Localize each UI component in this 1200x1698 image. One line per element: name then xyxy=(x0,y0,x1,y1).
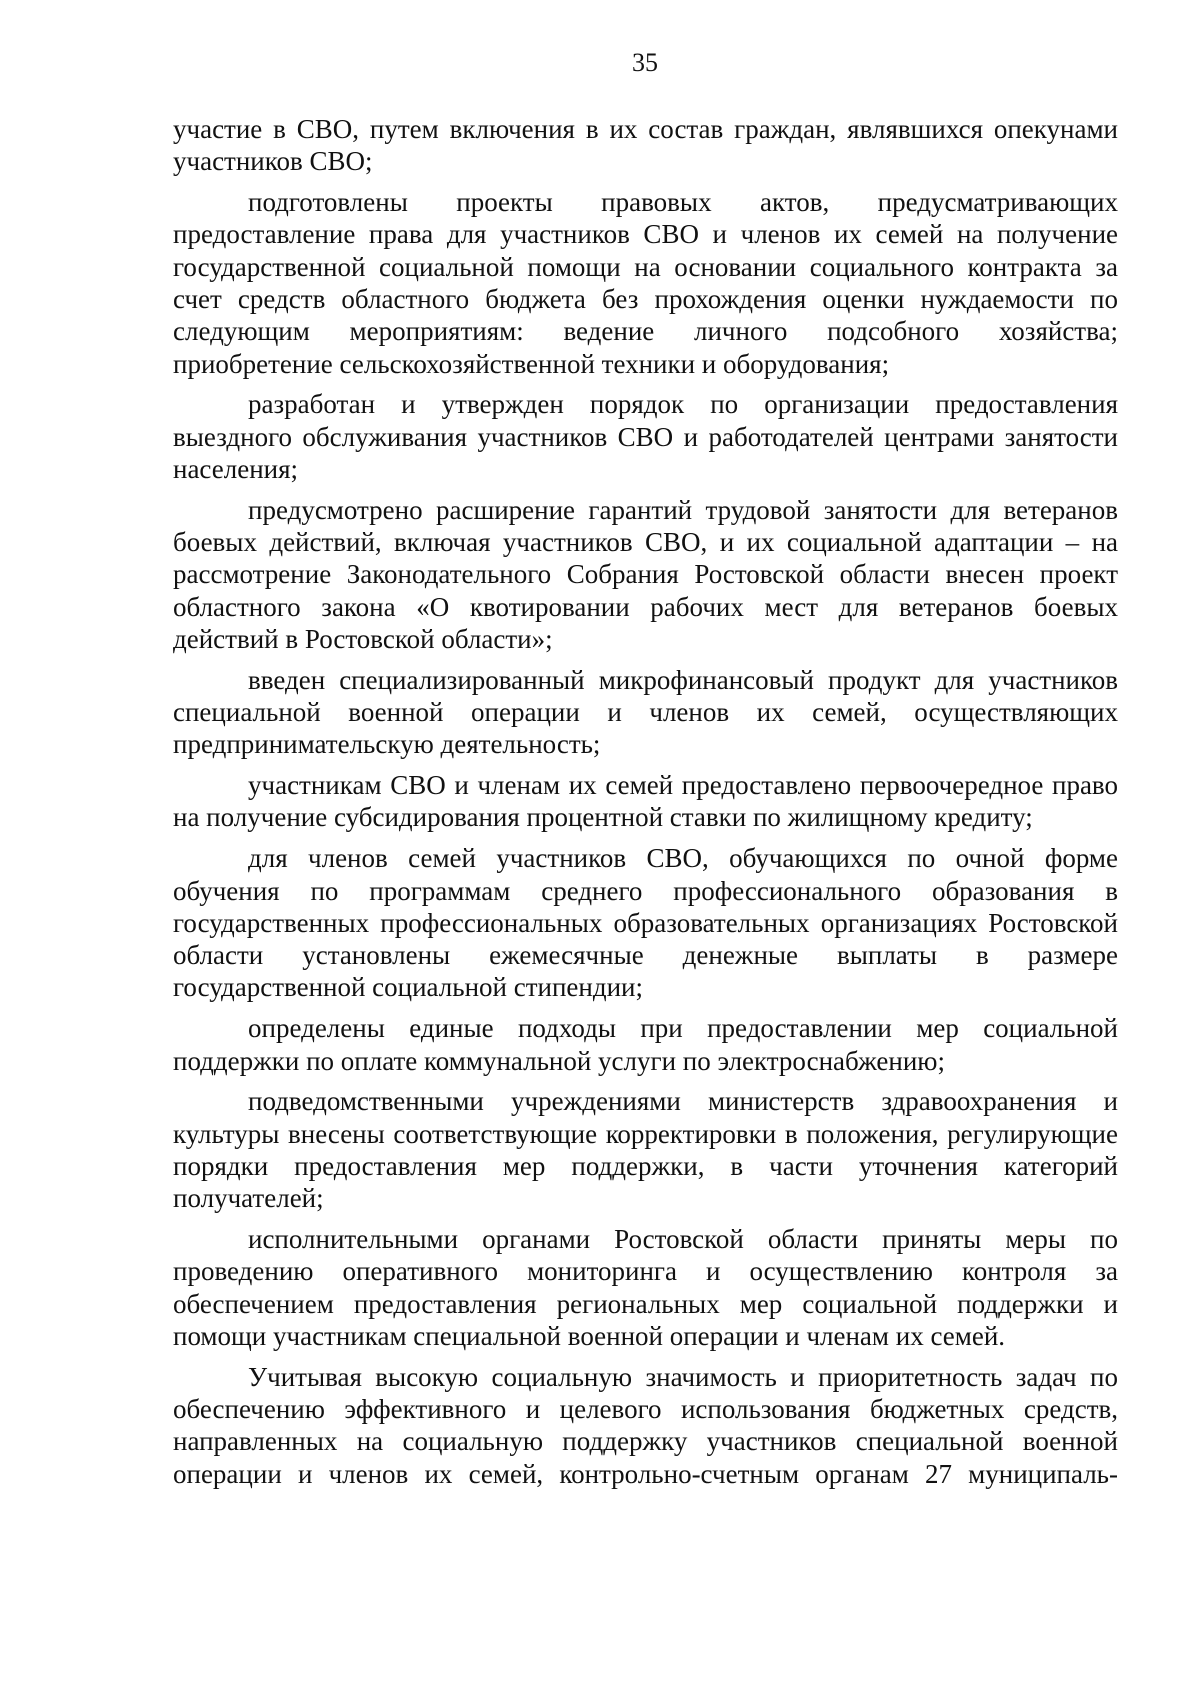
paragraph-continuation: участие в СВО, путем включения в их состав граждан, являвшихся опекунами участников СВО; xyxy=(173,114,1118,177)
paragraph-legal-acts: подготовлены проекты правовых актов, предусматривающих предоставление права для участников СВО и членов их семей на получение государственной социальной помощи на основании социального контракта за счет средств областного бюджета без прохождения оценки нуждаемости по следующим мероприятиям: ведение личного подсобного хозяйства; приобретение сельскохозяйственной техники и оборудования; xyxy=(173,187,1118,379)
paragraph-housing-credit: участникам СВО и членам их семей предоставлено первоочередное право на получение субсидирования процентной ставки по жилищному кредиту; xyxy=(173,770,1118,833)
paragraph-education-payments: для членов семей участников СВО, обучающихся по очной форме обучения по программам среднего профессионального образования в государственных профессиональных образовательных организациях Ростовской области установлены ежемесячные денежные выплаты в размере государственной социальной стипендии; xyxy=(173,843,1118,1003)
document-body xyxy=(173,113,1118,1498)
paragraph-utilities: определены единые подходы при предоставлении мер социальной поддержки по оплате коммунальной услуги по электроснабжению; xyxy=(173,1013,1118,1076)
page-number: 35 xyxy=(632,48,658,77)
paragraph-conclusion: Учитывая высокую социальную значимость и приоритетность задач по обеспечению эффективного и целевого использования бюджетных средств, направленных на социальную поддержку участников специальной военной операции и членов их семей, контрольно-счетным органам 27 муниципаль- xyxy=(173,1361,1118,1489)
paragraph-monitoring: исполнительными органами Ростовской области приняты меры по проведению оперативного мониторинга и осуществлению контроля за обеспечением предоставления региональных мер социальной поддержки и помощи участникам специальной военной операции и членам их семей. xyxy=(173,1224,1118,1351)
paragraph-health-culture: подведомственными учреждениями министерств здравоохранения и культуры внесены соответствующие корректировки в положения, регулирующие порядки предоставления мер поддержки, в части уточнения категорий получателей; xyxy=(173,1086,1118,1214)
paragraph-employment-service: разработан и утвержден порядок по организации предоставления выездного обслуживания участников СВО и работодателей центрами занятости населения; xyxy=(173,389,1118,484)
paragraph-job-guarantees: предусмотрено расширение гарантий трудовой занятости для ветеранов боевых действий, включая участников СВО, и их социальной адаптации – на рассмотрение Законодательного Собрания Ростовской области внесен проект областного закона «О квотировании рабочих мест для ветеранов боевых действий в Ростовской области»; xyxy=(173,494,1118,654)
paragraph-microfinance: введен специализированный микрофинансовый продукт для участников специальной военной операции и членов их семей, осуществляющих предпринимательскую деятельность; xyxy=(173,664,1118,760)
